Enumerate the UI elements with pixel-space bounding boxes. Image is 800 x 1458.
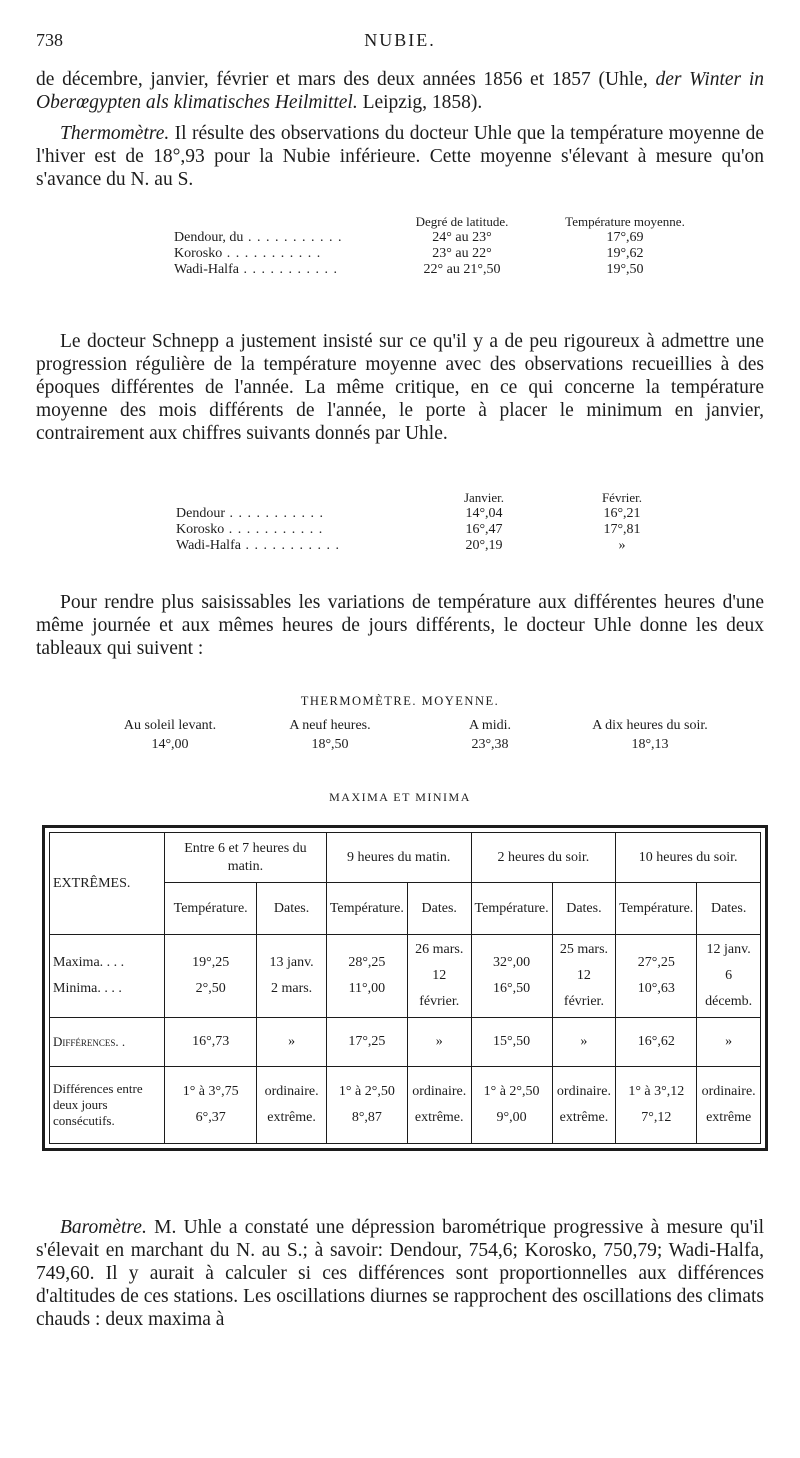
place-cell: Dendour, du . . . <box>170 230 378 246</box>
min-date: 12 février. <box>419 968 460 1009</box>
group-header: Entre 6 et 7 heures du matin. <box>165 833 327 883</box>
cell-line: 9°,00 <box>496 1110 527 1125</box>
temp-cell: 17°,69 <box>606 230 644 245</box>
february-cell: 17°,81 <box>603 522 641 537</box>
reference-title: der Winter in Oberœgypten als klimatisches Heilmittel. <box>36 69 765 113</box>
max-date: 25 mars. <box>559 942 609 957</box>
min-value: 11°,00 <box>348 981 386 996</box>
paragraph-intro <box>36 68 764 114</box>
para4-text: Pour rendre plus saisissables les variations de température aux différentes heures d'une même journée et aux mêmes heures de jours différents, le docteur Uhle donne les deux tableaux qui suivent : <box>36 592 764 659</box>
table-row <box>170 262 704 278</box>
dates-subheader: Dates. <box>407 883 471 935</box>
january-col-header: Janvier. <box>463 490 505 505</box>
consecutive-days-label: Différences entre deux jours consécutifs. <box>50 1067 165 1144</box>
cell-line: extrême. <box>559 1110 609 1125</box>
cell-line: 1° à 3°,12 <box>628 1084 685 1099</box>
maxmin-table <box>49 832 761 1144</box>
max-date: 12 janv. <box>706 942 751 957</box>
group-header: 10 heures du soir. <box>616 833 761 883</box>
max-date: 13 janv. <box>269 955 314 970</box>
para2-text: Il résulte des observations du docteur Uhle que la température moyenne de l'hiver est de 18°,93 pour la Nubie inférieure. Cette moyenne s'élevant à mesure qu'on s'avance du N. au S. <box>36 123 764 190</box>
means-heading: THERMOMÈTRE. MOYENNE. <box>300 694 500 708</box>
para1-text-end: Leipzig, 1858). <box>357 92 483 113</box>
months-table <box>172 490 696 554</box>
means-table <box>90 716 730 762</box>
table-cell <box>697 1067 761 1144</box>
max-value: 28°,25 <box>348 955 386 970</box>
table-cell <box>326 935 407 1018</box>
dates-subheader: Dates. <box>257 883 327 935</box>
means-col-value: 18°,50 <box>311 737 349 752</box>
table-cell <box>165 935 257 1018</box>
cell-line: 1° à 2°,50 <box>483 1084 540 1099</box>
paragraph-barometre <box>36 1216 764 1331</box>
table-row <box>50 935 761 1018</box>
means-col-label: Au soleil levant. <box>123 718 217 733</box>
table-cell: » <box>257 1018 327 1067</box>
table-cell <box>697 935 761 1018</box>
table-cell <box>471 1067 552 1144</box>
january-cell: 16°,47 <box>465 522 503 537</box>
temp-subheader: Température. <box>165 883 257 935</box>
table-row <box>50 1018 761 1067</box>
cell-line: ordinaire. <box>701 1084 756 1099</box>
latitude-cell: 24° au 23° <box>432 230 492 245</box>
means-col <box>90 716 250 754</box>
paragraph-schnepp <box>36 330 764 445</box>
table-row <box>170 230 704 246</box>
table-cell: » <box>697 1018 761 1067</box>
group-header: 2 heures du soir. <box>471 833 616 883</box>
max-value: 32°,00 <box>493 955 531 970</box>
dates-subheader: Dates. <box>552 883 616 935</box>
section-label: Thermomètre. <box>60 123 170 144</box>
table-cell: 16°,73 <box>165 1018 257 1067</box>
page-number: 738 <box>36 30 63 50</box>
table-cell <box>407 935 471 1018</box>
cell-line: extrême <box>706 1110 752 1125</box>
means-col-label: A dix heures du soir. <box>592 718 708 733</box>
january-cell: 14°,04 <box>465 506 503 521</box>
table-cell <box>257 935 327 1018</box>
dates-subheader: Dates. <box>697 883 761 935</box>
temp-subheader: Température. <box>616 883 697 935</box>
cell-line: ordinaire. <box>412 1084 467 1099</box>
place-cell: Korosko . . . <box>170 246 378 262</box>
latitude-cell: 22° au 21°,50 <box>423 262 501 277</box>
table-row <box>172 506 696 522</box>
february-cell: » <box>618 538 626 553</box>
table-row <box>170 246 704 262</box>
means-col-value: 18°,13 <box>631 737 669 752</box>
maxmin-title: MAXIMA ET MINIMA <box>329 790 471 804</box>
table-cell <box>407 1067 471 1144</box>
place-cell: Wadi-Halfa . . . <box>172 538 420 554</box>
table-cell <box>616 1067 697 1144</box>
cell-line: extrême. <box>267 1110 316 1125</box>
table-cell: 16°,62 <box>616 1018 697 1067</box>
maxmin-table-frame <box>42 825 768 1151</box>
min-date: 2 mars. <box>270 981 313 996</box>
paragraph-variations <box>36 591 764 660</box>
cell-line: 1° à 3°,75 <box>182 1084 239 1099</box>
february-cell: 16°,21 <box>603 506 641 521</box>
max-value: 27°,25 <box>637 955 675 970</box>
february-col-header: Février. <box>601 490 643 505</box>
min-date: 6 décemb. <box>705 968 753 1009</box>
temp-cell: 19°,62 <box>606 246 644 261</box>
table-row <box>172 522 696 538</box>
para3-text: Le docteur Schnepp a justement insisté sur ce qu'il y a de peu rigoureux à admettre une progression régulière de la température moyenne avec des observations recueillies à des époques différentes de l'année. La même critique, en ce qui concerne la température moyenne des mois différents de l'année, le porte à placer le minimum en janvier, contrairement aux chiffres suivants donnés par Uhle. <box>36 331 764 444</box>
maxima-label: Maxima. . . . <box>53 955 125 970</box>
running-title: NUBIE. <box>364 30 436 50</box>
table-cell <box>471 935 552 1018</box>
table-cell: » <box>407 1018 471 1067</box>
para5-text: M. Uhle a constaté une dépression barométrique progressive à mesure qu'il s'élevait en marchant du N. au S.; à savoir: Dendour, 754,6; Korosko, 750,79; Wadi-Halfa, 749,60. Il y aurait à calculer si ces différences sont proportionnelles aux différences d'altitudes de ces stations. Les oscillations diurnes se rapprochent des oscillations des climats chauds : deux maxima à <box>36 1217 764 1330</box>
means-col-value: 23°,38 <box>471 737 509 752</box>
means-col <box>570 716 730 754</box>
table-cell: » <box>552 1018 616 1067</box>
table-cell <box>257 1067 327 1144</box>
min-date: 12 février. <box>563 968 604 1009</box>
means-col-value: 14°,00 <box>151 737 189 752</box>
section-label: Baromètre. <box>60 1217 147 1238</box>
table-cell: 17°,25 <box>326 1018 407 1067</box>
cell-line: ordinaire. <box>264 1084 319 1099</box>
table-cell <box>552 935 616 1018</box>
min-value: 10°,63 <box>637 981 675 996</box>
latitude-col-header: Degré de latitude. <box>415 214 509 229</box>
cell-line: 8°,87 <box>351 1110 382 1125</box>
differences-label: Différences. . <box>50 1018 165 1067</box>
latitude-table <box>170 214 704 278</box>
para1-text: de décembre, janvier, février et mars des deux années 1856 et 1857 (Uhle, <box>36 69 656 90</box>
min-value: 2°,50 <box>195 981 226 996</box>
temp-subheader: Température. <box>326 883 407 935</box>
table-cell: 15°,50 <box>471 1018 552 1067</box>
cell-line: 1° à 2°,50 <box>338 1084 395 1099</box>
min-value: 16°,50 <box>493 981 531 996</box>
cell-line: 6°,37 <box>195 1110 226 1125</box>
cell-line: 7°,12 <box>641 1110 672 1125</box>
temp-subheader: Température. <box>471 883 552 935</box>
table-cell <box>552 1067 616 1144</box>
table-cell <box>616 935 697 1018</box>
means-col <box>410 716 570 754</box>
running-header <box>36 30 764 54</box>
maxmin-row-labels <box>50 935 165 1018</box>
extremes-label: EXTRÊMES. <box>53 875 131 891</box>
latitude-cell: 23° au 22° <box>432 246 492 261</box>
means-col-label: A neuf heures. <box>289 718 371 733</box>
temp-cell: 19°,50 <box>606 262 644 277</box>
january-cell: 20°,19 <box>465 538 503 553</box>
max-value: 19°,25 <box>192 955 230 970</box>
place-cell: Dendour . . . <box>172 506 420 522</box>
temp-col-header: Température moyenne. <box>565 214 685 229</box>
extremes-header <box>50 833 165 935</box>
table-cell <box>326 1067 407 1144</box>
minima-label: Minima. . . . <box>53 981 122 996</box>
means-col <box>250 716 410 754</box>
place-cell: Wadi-Halfa . . . <box>170 262 378 278</box>
max-date: 26 mars. <box>415 942 464 957</box>
table-cell <box>165 1067 257 1144</box>
cell-line: ordinaire. <box>556 1084 611 1099</box>
group-header: 9 heures du matin. <box>326 833 471 883</box>
place-cell: Korosko . . . <box>172 522 420 538</box>
table-row <box>50 1067 761 1144</box>
cell-line: extrême. <box>414 1110 464 1125</box>
means-col-label: A midi. <box>468 718 511 733</box>
table-row <box>172 538 696 554</box>
paragraph-thermometre <box>36 122 764 191</box>
